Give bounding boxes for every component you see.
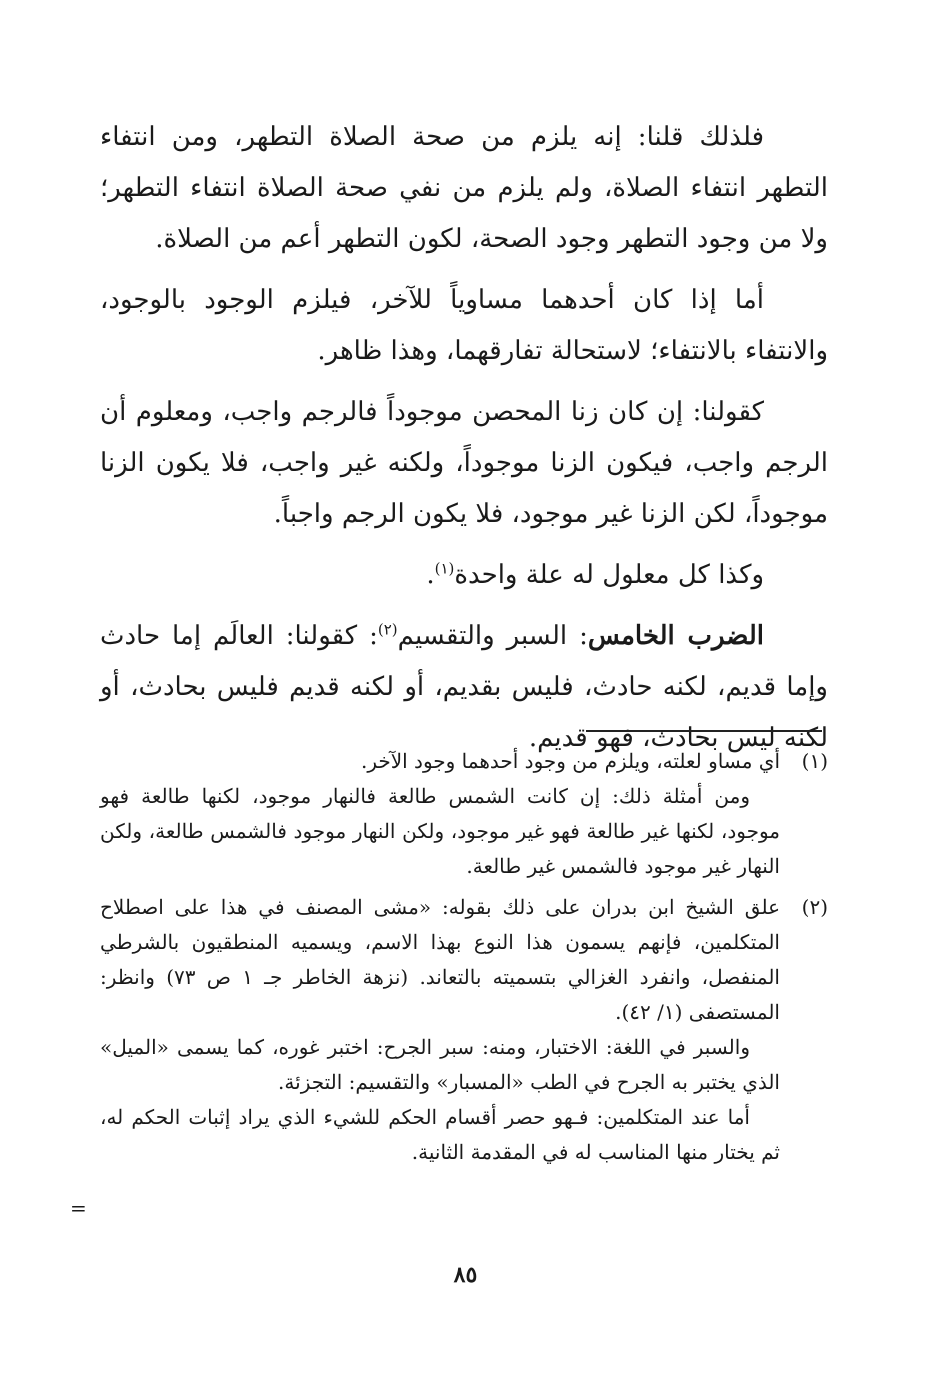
footnote-2-paragraph: علق الشيخ ابن بدران على ذلك بقوله: «مشى المصنف في هذا على اصطلاح المتكلمين، فإنهم يسمون هذا النوع بهذا الاسم، ويسميه المنطقيون بالشرطي المنفصل، وانفرد الغزالي بتسميته بالتعاند. (نزهة الخاطر جـ ١ ص ٧٣) وانظر: المستصفى (١/ ٤٢). <box>100 895 780 1024</box>
page-number: ٨٥ <box>453 1262 478 1288</box>
footnote-2-paragraph-2: والسبر في اللغة: الاختبار، ومنه: سبر الجرح: اختبر غوره، كما يسمى «الميل» الذي يختبر به الجرح في الطب «المسبار» والتقسيم: التجزئة. <box>100 1035 780 1094</box>
footnote-1-line: أي مساو لعلته، ويلزم من وجود أحدهما وجود الآخر. <box>360 749 780 773</box>
footnote-separator <box>586 730 822 732</box>
paragraph-1: فلذلك قلنا: إنه يلزم من صحة الصلاة التطهر، ومن انتفاء التطهر انتفاء الصلاة، ولم يلزم من نفي صحة الصلاة انتفاء التطهر؛ ولا من وجود التطهر وجود الصحة، لكون التطهر أعم من الصلاة. <box>100 122 828 254</box>
paragraph-5-text-b: : كقولنا: العالَم إما حادث وإما قديم، لكنه حادث، فليس بقديم، أو لكنه قديم فليس بحادث، أو لكنه ليس بحادث، فهو قديم. <box>100 621 828 753</box>
paragraph-4 <box>100 550 828 601</box>
footnote-2-number: (٢) <box>801 895 828 919</box>
paragraph-5-text-a: : السبر والتقسيم <box>397 621 588 651</box>
footnote-1-paragraph: ومن أمثلة ذلك: إن كانت الشمس طالعة فالنهار موجود، لكنها طالعة فهو موجود، لكنها غير طالعة فهو غير موجود، ولكن النهار موجود فالشمس طالعة، ولكن النهار غير موجود فالشمس غير طالعة. <box>100 784 780 878</box>
footnote-1-number: (١) <box>801 749 828 773</box>
main-text <box>100 112 828 774</box>
paragraph-4-end: . <box>426 560 435 590</box>
paragraph-3: كقولنا: إن كان زنا المحصن موجوداً فالرجم واجب، ومعلوم أن الرجم واجب، فيكون الزنا موجوداً، ولكنه غير واجب، فلا يكون الزنا موجوداً، لكن الزنا غير موجود، فلا يكون الرجم واجباً. <box>100 397 828 529</box>
footnotes <box>100 744 828 1170</box>
footnote-2 <box>100 890 828 1170</box>
continuation-mark: = <box>70 1196 87 1220</box>
footnote-ref-2[interactable]: (٢) <box>377 620 398 639</box>
paragraph-2: أما إذا كان أحدهما مساوياً للآخر، فيلزم الوجود بالوجود، والانتفاء بالانتفاء؛ لاستحالة تفارقهما، وهذا ظاهر. <box>100 285 828 366</box>
footnote-1 <box>100 744 828 884</box>
section-heading: الضرب الخامس <box>587 621 765 651</box>
paragraph-4-text: وكذا كل معلول له علة واحدة <box>454 560 764 590</box>
footnote-ref-1[interactable]: (١) <box>434 559 455 578</box>
paragraph-5 <box>100 611 828 764</box>
footnote-2-paragraph-3: أما عند المتكلمين: فـهو حصر أقسام الحكم للشيء الذي يراد إثبات الحكم له، ثم يختار منها المناسب له في المقدمة الثانية. <box>100 1105 780 1164</box>
